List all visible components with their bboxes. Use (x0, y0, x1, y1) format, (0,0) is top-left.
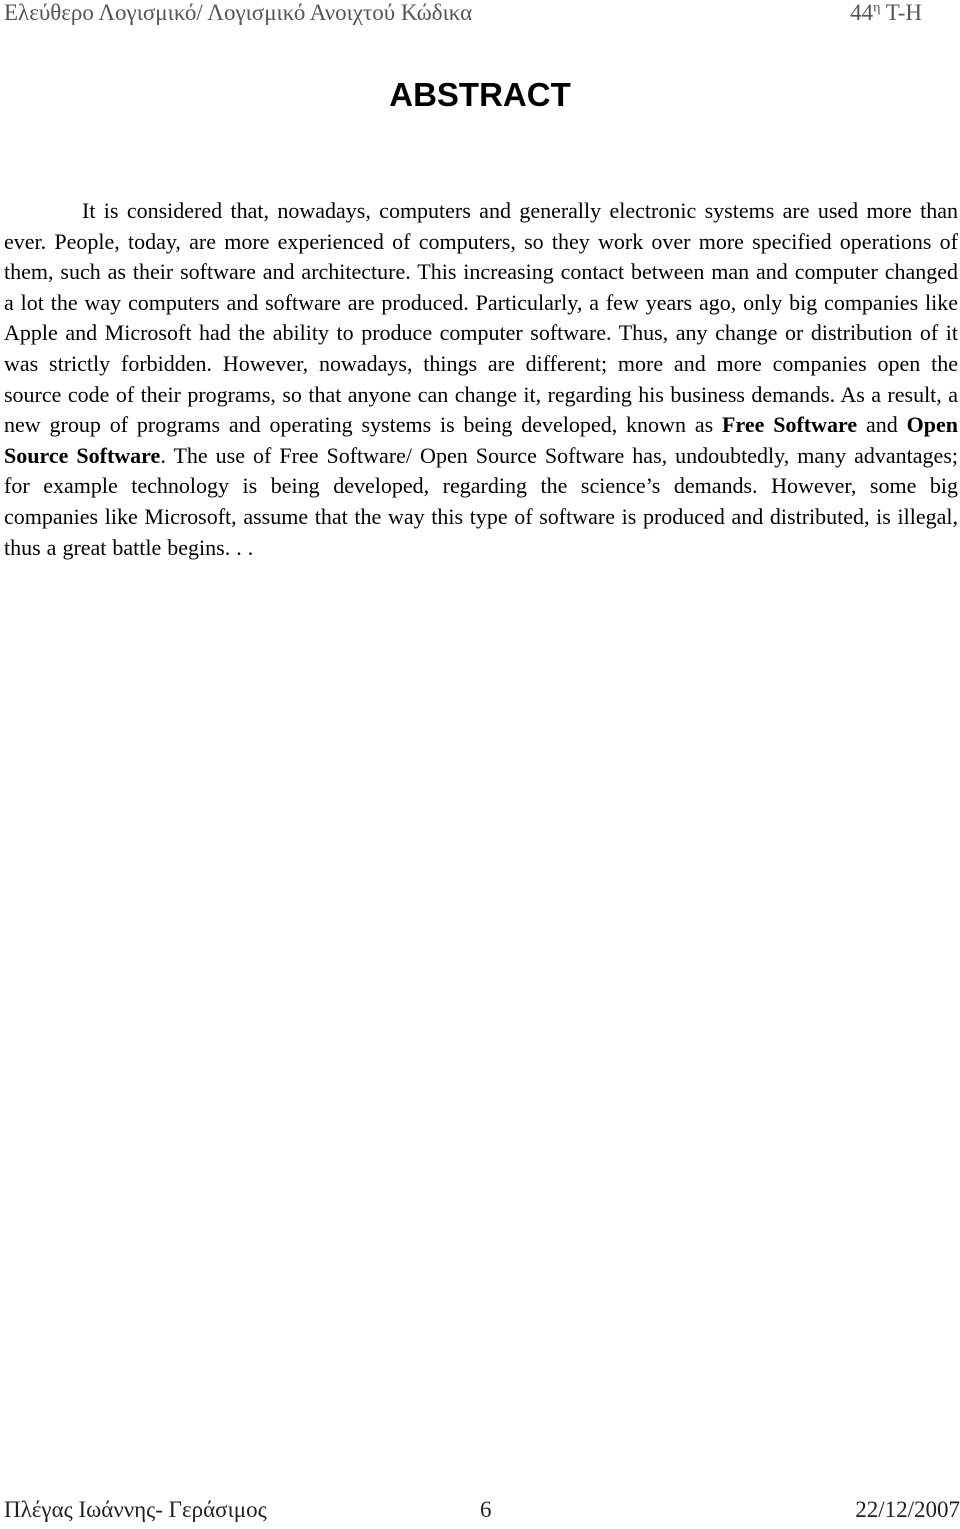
abstract-paragraph (4, 196, 958, 563)
header-title: Ελεύθερο Λογισμικό/ Λογισμικό Ανοιχτού Κώδικα (4, 0, 473, 25)
abstract-text-part2: . The use of Free Software/ Open Source Software has, undoubtedly, many advantages; for example technology is being developed, regarding the science’s demands. However, some big companies like Microsoft, assume that the way this type of software is produced and distributed, is illegal, thus a great battle begins. . . (4, 442, 958, 560)
page-footer (4, 1496, 960, 1526)
footer-author: Πλέγας Ιωάννης- Γεράσιμος (4, 1497, 267, 1522)
header-group (850, 0, 922, 26)
bold-term-open-source-software: Open Source Software (4, 412, 959, 468)
page-title: ABSTRACT (389, 76, 571, 113)
footer-page-number: 6 (480, 1497, 492, 1522)
page-header (4, 0, 922, 30)
abstract-text-part1: It is considered that, nowadays, computers and generally electronic systems are used more than ever. People, today, are more experienced of computers, so they work over more specified operations of them, such as their software and architecture. This increasing contact between man and computer changed a lot the way computers and software are produced. Particularly, a few years ago, only big companies like Apple and Microsoft had the ability to produce computer software. Thus, any change or distribution of it was strictly forbidden. However, nowadays, things are different; more and more companies open the source code of their programs, so that anyone can change it, regarding his business demands. As a result, a new group of programs and operating systems is being developed, known as (4, 198, 958, 438)
header-group-number: 44 (850, 0, 874, 25)
header-group-class: Τ-Η (880, 0, 922, 25)
bold-term-free-software: Free Software (722, 412, 858, 438)
abstract-text-and: and (857, 412, 907, 438)
header-group-superscript: η (873, 0, 881, 16)
footer-date: 22/12/2007 (855, 1497, 960, 1522)
